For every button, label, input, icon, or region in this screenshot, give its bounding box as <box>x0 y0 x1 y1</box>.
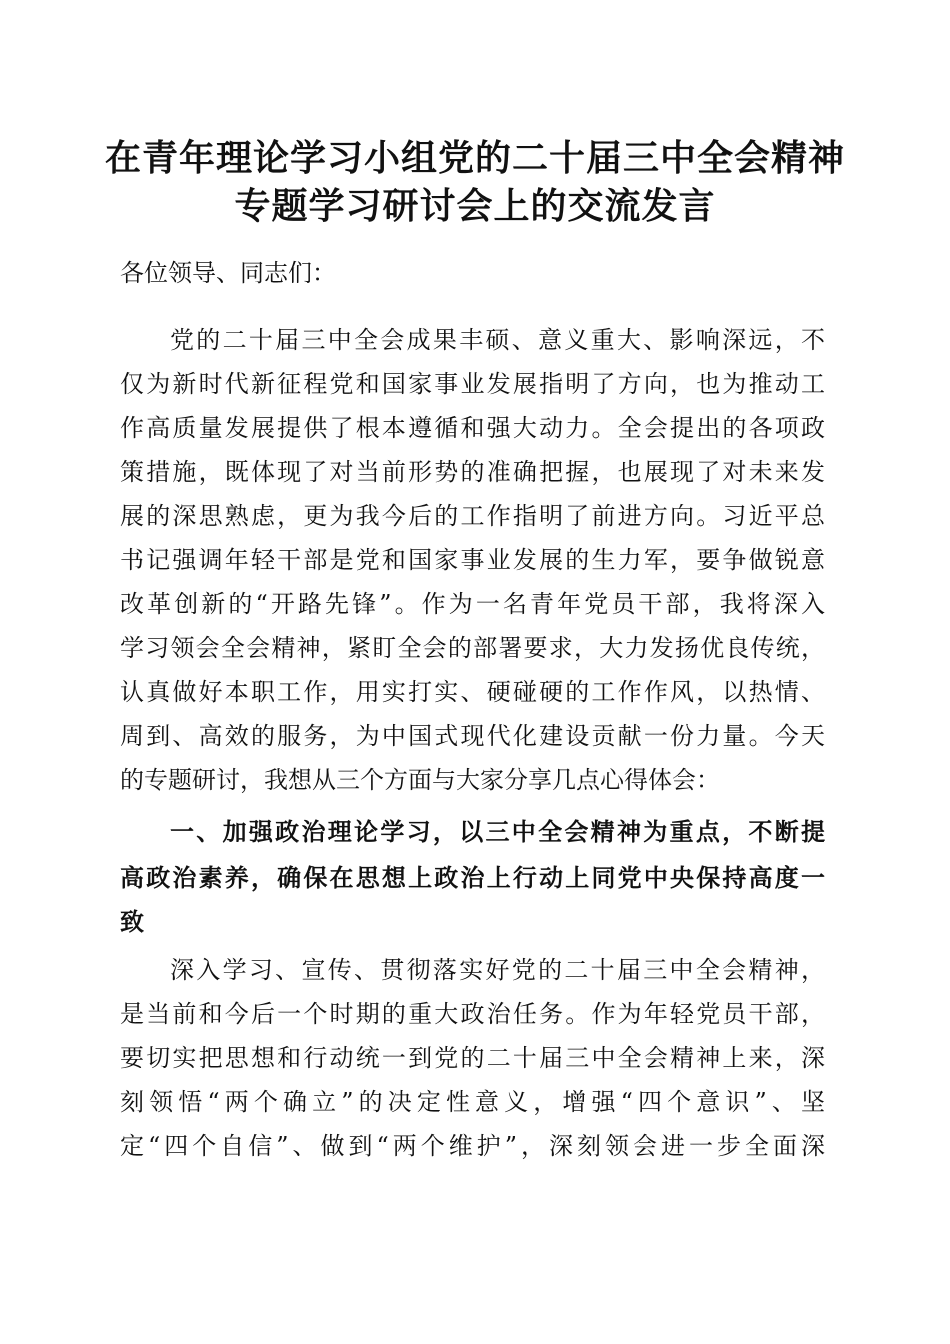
paragraph-1-line: 展的深思熟虑，更为我今后的工作指明了前进方向。习近平总 <box>120 502 825 530</box>
salutation: 各位领导、同志们： <box>120 259 336 287</box>
paragraph-1-line: 认真做好本职工作，用实打实、硬碰硬的工作作风，以热情、 <box>120 678 825 706</box>
paragraph-1-line: 学习领会全会精神，紧盯全会的部署要求，大力发扬优良传统， <box>120 634 825 662</box>
paragraph-1-line: 仅为新时代新征程党和国家事业发展指明了方向，也为推动工 <box>120 370 825 398</box>
section-heading-line: 高政治素养，确保在思想上政治上行动上同党中央保持高度一 <box>120 864 825 892</box>
paragraph-1-line: 的专题研讨，我想从三个方面与大家分享几点心得体会： <box>120 766 720 794</box>
paragraph-2-line: 是当前和今后一个时期的重大政治任务。作为年轻党员干部， <box>120 1000 825 1028</box>
document-title-line-2: 专题学习研讨会上的交流发言 <box>234 185 716 227</box>
paragraph-2-line: 刻领悟“两个确立”的决定性意义，增强“四个意识”、坚 <box>120 1088 825 1116</box>
paragraph-1-line: 党的二十届三中全会成果丰硕、意义重大、影响深远，不 <box>170 326 825 354</box>
section-heading-line: 致 <box>120 908 144 936</box>
paragraph-2-line: 深入学习、宣传、贯彻落实好党的二十届三中全会精神， <box>170 956 825 984</box>
paragraph-1-line: 作高质量发展提供了根本遵循和强大动力。全会提出的各项政 <box>120 414 825 442</box>
paragraph-2-line: 定“四个自信”、做到“两个维护”，深刻领会进一步全面深 <box>120 1132 825 1160</box>
document-title-line-1: 在青年理论学习小组党的二十届三中全会精神 <box>104 137 845 179</box>
paragraph-1-line: 周到、高效的服务，为中国式现代化建设贡献一份力量。今天 <box>120 722 825 750</box>
paragraph-1-line: 书记强调年轻干部是党和国家事业发展的生力军，要争做锐意 <box>120 546 825 574</box>
paragraph-1-line: 改革创新的“开路先锋”。作为一名青年党员干部，我将深入 <box>120 590 825 618</box>
paragraph-2-line: 要切实把思想和行动统一到党的二十届三中全会精神上来，深 <box>120 1044 825 1072</box>
section-heading-line: 一、加强政治理论学习，以三中全会精神为重点，不断提 <box>170 818 825 846</box>
paragraph-1-line: 策措施，既体现了对当前形势的准确把握，也展现了对未来发 <box>120 458 825 486</box>
